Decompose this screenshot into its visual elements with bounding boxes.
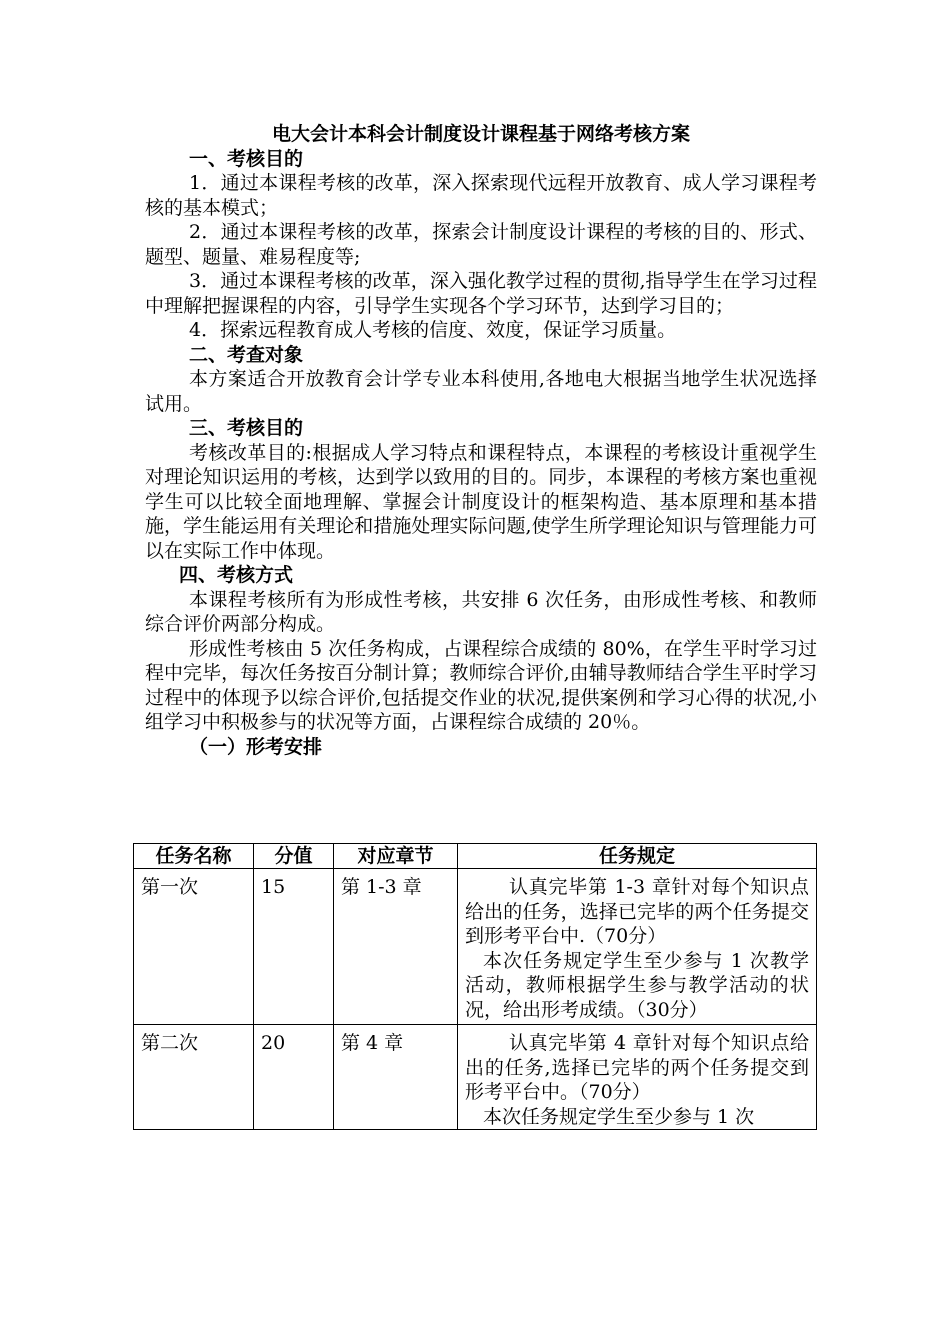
assessment-table <box>133 843 817 1130</box>
section-heading-target: 二、考查对象 <box>189 343 304 366</box>
section-heading-purpose: 三、考核目的 <box>189 417 304 439</box>
score-cell: 15 <box>254 869 334 1025</box>
paragraph: 4．探索远程教育成人考核的信度、效度，保证学习质量。 <box>189 319 677 341</box>
paragraph: 考核改革目的:根据成人学习特点和课程特点，本课程的考核设计重视学生对理论知识运用的考核，达到学以致用的目的。同步，本课程的考核方案也重视学生可以比较全面地理解、掌握会计制度设计的框架构造、基本原理和基本措施，学生能运用有关理论和措施处理实际问题,使学生所学理论知识与管理能力可以在实际工作中体现。 <box>145 441 817 562</box>
task-name-cell: 第二次 <box>134 1025 254 1130</box>
paragraph: 1．通过本课程考核的改革，深入探索现代远程开放教育、成人学习课程考核的基本模式； <box>145 172 817 219</box>
requirement-text: 本次任务规定学生至少参与 1 次教学活动，教师根据学生参与教学活动的状况，给出形考成绩。（30分） <box>465 949 809 1021</box>
document-body <box>145 122 817 759</box>
requirement-text: 本次任务规定学生至少参与 1 次 <box>483 1105 755 1128</box>
requirement-text: 认真完毕第 4 章针对每个知识点给出的任务,选择已完毕的两个任务提交到形考平台中。（70分） <box>465 1032 809 1103</box>
section-heading-objectives: 一、考核目的 <box>189 147 304 170</box>
table-header-row <box>134 844 817 869</box>
paragraph: 形成性考核由 5 次任务构成，占课程综合成绩的 80%，在学生平时学习过程中完毕，每次任务按百分制计算；教师综合评价,由辅导教师结合学生平时学习过程中的体现予以综合评价,包括提交作业的状况,提供案例和学习心得的状况,小组学习中积极参与的状况等方面，占课程综合成绩的 20％。 <box>145 637 817 733</box>
column-header: 分值 <box>254 844 334 869</box>
requirement-cell <box>458 1025 817 1130</box>
chapter-cell: 第 1-3 章 <box>334 869 458 1025</box>
paragraph: 3．通过本课程考核的改革，深入强化教学过程的贯彻,指导学生在学习过程中理解把握课程的内容，引导学生实现各个学习环节，达到学习目的； <box>145 270 817 317</box>
requirement-cell <box>458 869 817 1025</box>
document-title: 电大会计本科会计制度设计课程基于网络考核方案 <box>271 123 690 145</box>
requirement-text: 认真完毕第 1-3 章针对每个知识点给出的任务，选择已完毕的两个任务提交到形考平台中.（70分） <box>465 876 809 947</box>
subsection-heading-arrangement: （一）形考安排 <box>189 735 323 758</box>
table-row <box>134 869 817 1025</box>
column-header: 对应章节 <box>334 844 458 869</box>
task-name-cell: 第一次 <box>134 869 254 1025</box>
score-cell: 20 <box>254 1025 334 1130</box>
paragraph: 本方案适合开放教育会计学专业本科使用,各地电大根据当地学生状况选择试用。 <box>145 368 817 415</box>
column-header: 任务名称 <box>134 844 254 869</box>
paragraph: 2．通过本课程考核的改革，探索会计制度设计课程的考核的目的、形式、题型、题量、难易程度等; <box>145 221 817 268</box>
table-row <box>134 1025 817 1130</box>
paragraph: 本课程考核所有为形成性考核，共安排 6 次任务，由形成性考核、和教师综合评价两部分构成。 <box>145 588 817 635</box>
column-header: 任务规定 <box>458 844 817 869</box>
chapter-cell: 第 4 章 <box>334 1025 458 1130</box>
section-heading-method: 四、考核方式 <box>179 564 294 586</box>
